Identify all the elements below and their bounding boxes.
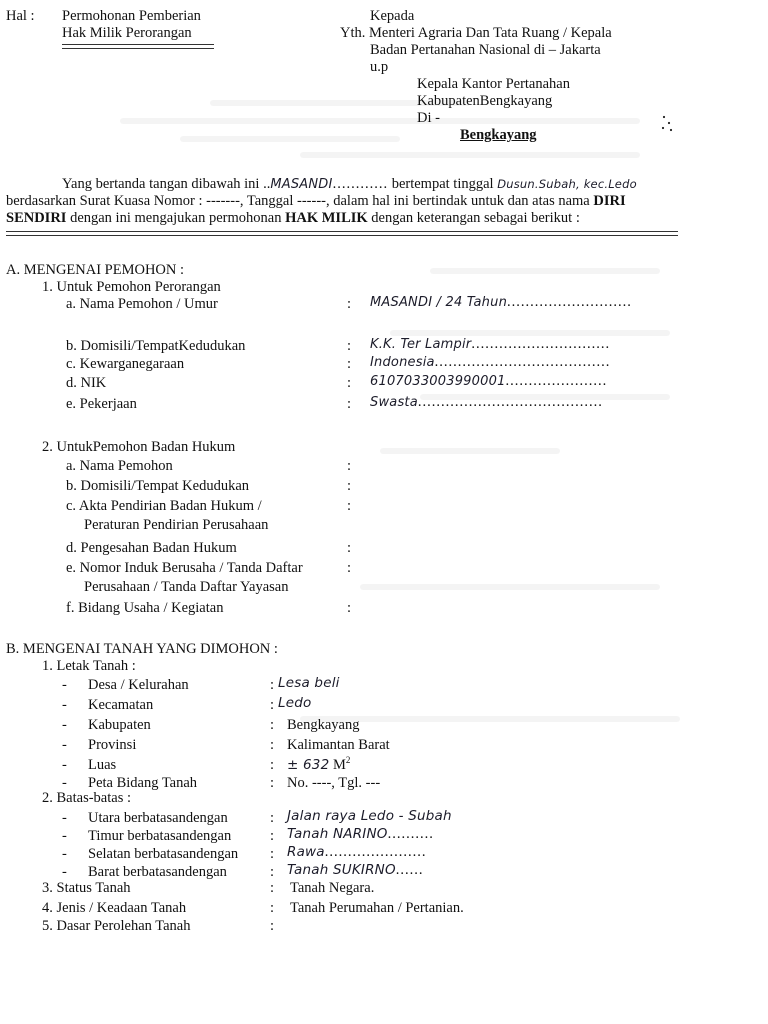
field-label-continued: Perusahaan / Tanda Daftar Yayasan <box>84 579 289 595</box>
field-value-handwritten: Swasta <box>370 395 418 410</box>
land-field-value-line <box>287 737 390 754</box>
list-dash: - <box>62 864 67 880</box>
field-value-dots: ........................... <box>507 294 632 310</box>
land-status-value: Tanah Negara. <box>290 880 375 896</box>
field-colon: : <box>347 458 352 474</box>
field-label: f. Bidang Usaha / Kegiatan <box>66 600 224 616</box>
boundary-label: Utara berbatasandengan <box>88 810 228 826</box>
land-status-colon: : <box>270 918 275 934</box>
hal-double-underline <box>62 44 214 49</box>
list-dash: - <box>62 737 67 753</box>
field-colon: : <box>347 375 352 391</box>
field-value-line <box>370 294 632 311</box>
boundary-value-dots: ...................... <box>324 844 427 860</box>
intro-bold-diri: DIRI <box>593 193 626 209</box>
field-colon: : <box>347 540 352 556</box>
land-field-value: Bengkayang <box>287 717 360 733</box>
di-line: Di - <box>417 110 440 126</box>
land-status-colon: : <box>270 880 275 896</box>
land-status-colon: : <box>270 900 275 916</box>
land-field-label: Desa / Kelurahan <box>88 677 189 693</box>
land-field-value-line <box>287 717 359 734</box>
field-colon: : <box>347 498 352 514</box>
boundary-label: Selatan berbatasandengan <box>88 846 239 862</box>
land-field-colon: : <box>270 757 275 773</box>
land-field-label: Kabupaten <box>88 717 151 733</box>
kota-line: Bengkayang <box>460 127 537 143</box>
land-field-value: No. ----, Tgl. --- <box>287 775 381 791</box>
land-status-label: 4. Jenis / Keadaan Tanah <box>42 900 187 916</box>
list-dash: - <box>62 717 67 733</box>
boundary-value-handwritten: Tanah SUKIRNO <box>287 862 396 878</box>
ink-marks <box>656 112 680 136</box>
bleed-through <box>430 268 660 274</box>
boundary-value-handwritten: Jalan raya Ledo - Subah <box>287 808 452 824</box>
intro-line-2 <box>6 193 626 210</box>
yth-line: Yth. Menteri Agraria Dan Tata Ruang / Kepala <box>340 25 612 41</box>
kepala-line: Kepala Kantor Pertanahan <box>417 76 570 92</box>
intro-text-1b: bertempat tinggal <box>388 176 498 192</box>
bleed-through <box>180 136 400 142</box>
land-field-value-line <box>278 675 340 692</box>
field-value-line <box>370 373 607 390</box>
land-field-colon: : <box>270 737 275 753</box>
boundary-label: Timur berbatasandengan <box>88 828 232 844</box>
intro-text-3: dengan ini mengajukan permohonan <box>66 210 286 226</box>
address-handwritten: Dusun.Subah, kec.Ledo <box>497 177 637 191</box>
field-colon: : <box>347 338 352 354</box>
hal-label: Hal : <box>6 8 35 24</box>
field-label: c. Akta Pendirian Badan Hukum / <box>66 498 262 514</box>
bleed-through <box>300 152 640 158</box>
field-value-dots: ........................................ <box>417 394 603 410</box>
intro-dots: ............ <box>332 176 389 192</box>
field-value-line <box>370 354 610 371</box>
land-field-value: Lesa beli <box>278 675 340 691</box>
land-status-label: 3. Status Tanah <box>42 880 131 896</box>
boundary-colon: : <box>270 828 275 844</box>
field-label: e. Pekerjaan <box>66 396 137 412</box>
land-field-label: Peta Bidang Tanah <box>88 775 198 791</box>
boundary-colon: : <box>270 864 275 880</box>
intro-bold-sendiri: SENDIRI <box>6 210 67 226</box>
list-dash: - <box>62 757 67 773</box>
field-colon: : <box>347 396 352 412</box>
field-colon: : <box>347 560 352 576</box>
land-field-value-line <box>278 695 311 712</box>
boundary-colon: : <box>270 846 275 862</box>
field-label-continued: Peraturan Pendirian Perusahaan <box>84 517 269 533</box>
boundary-value-handwritten: Rawa <box>287 844 325 860</box>
batas-heading: 2. Batas-batas : <box>42 790 131 806</box>
hal-line-2: Hak Milik Perorangan <box>62 25 192 41</box>
bleed-through <box>120 118 640 124</box>
field-value-dots: ...................... <box>505 373 608 389</box>
section-divider <box>6 231 678 236</box>
land-field-label: Kecamatan <box>88 697 154 713</box>
land-field-label: Provinsi <box>88 737 137 753</box>
field-colon: : <box>347 600 352 616</box>
field-colon: : <box>347 296 352 312</box>
letak-tanah-heading: 1. Letak Tanah : <box>42 658 136 674</box>
field-value-handwritten: 6107033003990001 <box>370 374 506 389</box>
up-label: u.p <box>370 59 389 75</box>
section-a-title: A. MENGENAI PEMOHON : <box>6 262 185 278</box>
field-value-handwritten: K.K. Ter Lampir <box>370 337 472 352</box>
intro-bold-hak-milik: HAK MILIK <box>285 210 368 226</box>
field-colon: : <box>347 478 352 494</box>
field-label: d. Pengesahan Badan Hukum <box>66 540 237 556</box>
list-dash: - <box>62 697 67 713</box>
boundary-value-line <box>287 844 427 861</box>
intro-text-3b: dengan keterangan sebagai berikut : <box>367 210 580 226</box>
land-field-value-line <box>287 755 350 774</box>
land-field-value: Kalimantan Barat <box>287 737 390 753</box>
applicant-name-handwritten: MASANDI <box>270 177 333 192</box>
boundary-value-handwritten: Tanah NARINO <box>287 826 388 842</box>
intro-line-1 <box>62 176 637 193</box>
boundary-value-dots: .......... <box>387 826 434 842</box>
land-status-value: Tanah Perumahan / Pertanian. <box>290 900 464 916</box>
land-status-label: 5. Dasar Perolehan Tanah <box>42 918 191 934</box>
badan-line: Badan Pertanahan Nasional di – Jakarta <box>370 42 601 58</box>
land-field-colon: : <box>270 697 275 713</box>
boundary-value-line <box>287 808 452 825</box>
intro-text-2: berdasarkan Surat Kuasa Nomor : -------, Tanggal ------, dalam hal ini bertindak untuk dan atas nama <box>6 193 590 209</box>
field-label: c. Kewarganegaraan <box>66 356 185 372</box>
hal-line-1: Permohonan Pemberian <box>62 8 201 24</box>
land-field-value: Ledo <box>278 695 312 711</box>
field-value-line <box>370 394 603 411</box>
boundary-value-line <box>287 862 424 879</box>
unit-superscript: 2 <box>345 755 351 765</box>
field-label: b. Domisili/TempatKedudukan <box>66 338 246 354</box>
list-dash: - <box>62 828 67 844</box>
land-field-label: Luas <box>88 757 117 773</box>
list-dash: - <box>62 846 67 862</box>
boundary-value-line <box>287 826 434 843</box>
land-field-value: ± 632 <box>287 756 330 773</box>
bleed-through <box>360 584 660 590</box>
unit-label: M <box>333 756 346 773</box>
boundary-value-dots: ...... <box>395 862 424 878</box>
land-field-colon: : <box>270 775 275 791</box>
field-value-dots: ...................................... <box>434 354 611 370</box>
list-dash: - <box>62 810 67 826</box>
land-field-colon: : <box>270 677 275 693</box>
intro-text-1: Yang bertanda tangan dibawah ini .. <box>62 176 271 192</box>
boundary-colon: : <box>270 810 275 826</box>
field-label: e. Nomor Induk Berusaha / Tanda Daftar <box>66 560 303 576</box>
field-colon: : <box>347 356 352 372</box>
bleed-through <box>380 448 560 454</box>
page-bottom-margin <box>0 940 768 1024</box>
kepada-label: Kepada <box>370 8 415 24</box>
field-value-dots: .............................. <box>471 336 611 352</box>
field-label: d. NIK <box>66 375 107 391</box>
field-value-handwritten: Indonesia <box>370 355 435 370</box>
land-field-colon: : <box>270 717 275 733</box>
list-dash: - <box>62 775 67 791</box>
field-label: a. Nama Pemohon <box>66 458 173 474</box>
field-label: a. Nama Pemohon / Umur <box>66 296 218 312</box>
list-dash: - <box>62 677 67 693</box>
field-value-line <box>370 336 610 353</box>
intro-line-3 <box>6 210 580 227</box>
kabupaten-line: KabupatenBengkayang <box>417 93 553 109</box>
boundary-label: Barat berbatasandengan <box>88 864 227 880</box>
section-a-sub2: 2. UntukPemohon Badan Hukum <box>42 439 236 455</box>
section-b-title: B. MENGENAI TANAH YANG DIMOHON : <box>6 641 278 657</box>
field-label: b. Domisili/Tempat Kedudukan <box>66 478 250 494</box>
land-field-value-line <box>287 775 380 792</box>
field-value-handwritten: MASANDI / 24 Tahun <box>370 295 508 310</box>
section-a-sub1: 1. Untuk Pemohon Perorangan <box>42 279 221 295</box>
